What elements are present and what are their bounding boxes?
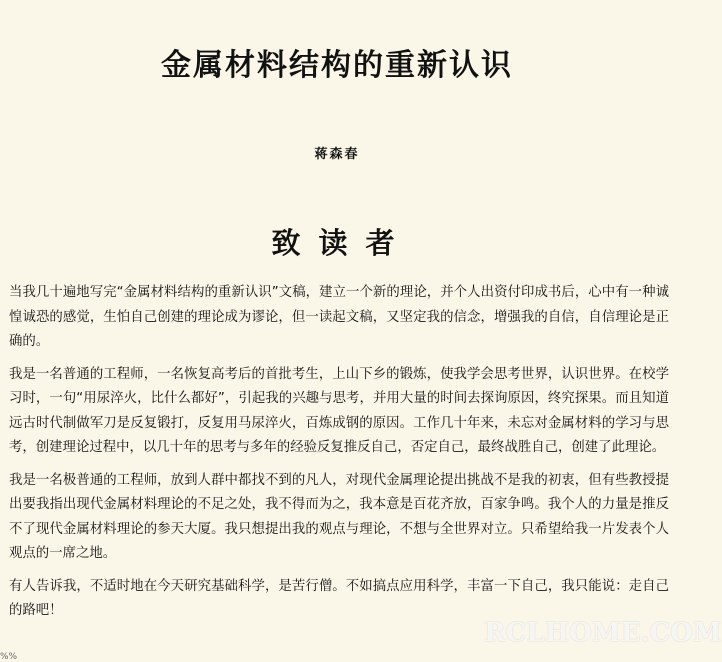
section-heading: 致读者 [271,226,413,260]
body-text [9,281,669,632]
corner-label: %% [0,652,18,662]
paragraph-4: 有人告诉我，不适时地在今天研究基础科学，是苦行僧。不如搞点应用科学，丰富一下自己，我只能说：走自己的路吧！ [9,578,669,618]
watermark: RCLHOME.COM [484,618,722,648]
paragraph-1: 当我几十遍地写完“金属材料结构的重新认识”文稿，建立一个新的理论，并个人出资付印成书后，心中有一种诚惶诚恐的感觉，生怕自己创建的理论成为谬论，但一读起文稿，又坚定我的信念，增强我的自信，自信理论是正确的。 [9,285,669,349]
paragraph-2: 我是一名普通的工程师，一名恢复高考后的首批考生，上山下乡的锻炼，使我学会思考世界，认识世界。在校学习时，一句“用尿淬火，比什么都好”，引起我的兴趣与思考，并用大量的时间去探询原因，终究探果。而且知道远古时代制做军刀是反复锻打，反复用马尿淬火，百炼成钢的原因。工作几十年来，未忘对金属材料的学习与思考，创建理论过程中，以几十年的思考与多年的经验反复推反自己，否定自己，最终战胜自己，创建了此理论。 [9,366,669,455]
document-title: 金属材料结构的重新认识 [161,48,513,83]
paragraph-3: 我是一名极普通的工程师，放到人群中都找不到的凡人，对现代金属理论提出挑战不是我的初衷，但有些教授提出要我指出现代金属材料理论的不足之处，我不得而为之，我本意是百花齐放，百家争鸣。我个人的力量是推反不了现代金属材料理论的参天大厦。我只想提出我的观点与理论，不想与全世界对立。只希望给我一片发表个人观点的一席之地。 [9,472,669,561]
author-name: 蒋森春 [314,147,360,162]
